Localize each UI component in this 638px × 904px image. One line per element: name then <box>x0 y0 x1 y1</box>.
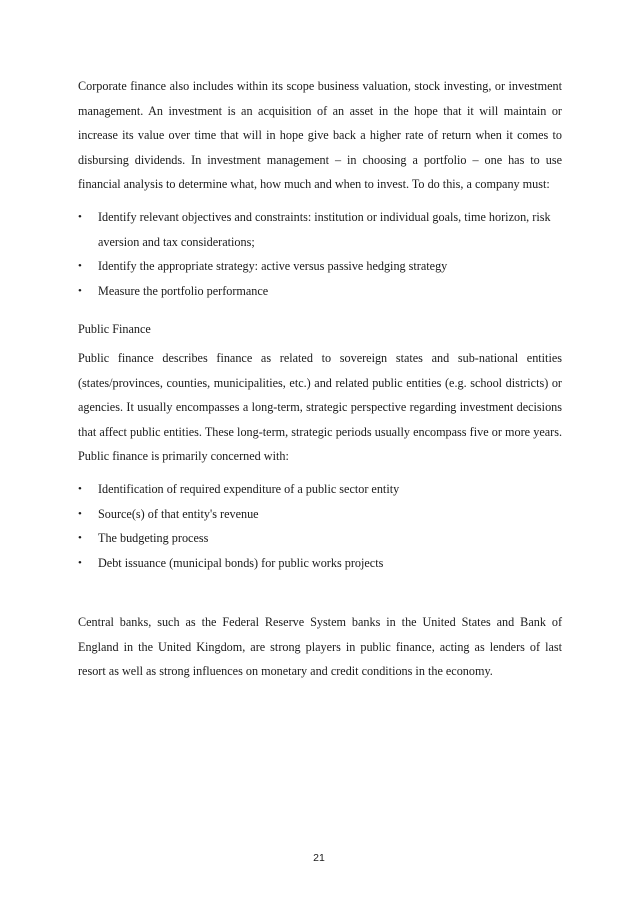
central-banks-paragraph: Central banks, such as the Federal Reserve System banks in the United States and Bank of England in the United Kingdom, are strong players in public finance, acting as lenders of last resort as well as strong influences on monetary and credit conditions in the economy. <box>78 615 562 679</box>
document-body <box>78 74 562 684</box>
portfolio-steps-list <box>78 205 562 303</box>
bullet-icon: • <box>78 260 82 273</box>
list-item <box>78 279 562 304</box>
bullet-icon: • <box>78 210 82 223</box>
list-item-text: Source(s) of that entity's revenue <box>98 506 259 521</box>
list-item <box>78 254 562 279</box>
list-item <box>78 477 562 502</box>
list-item-text: Measure the portfolio performance <box>98 283 269 298</box>
list-item-text: Identify relevant objectives and constraints: institution or individual goals, time horizon, risk aversion and tax considerations; <box>98 209 551 249</box>
public-finance-heading: Public Finance <box>78 322 151 337</box>
list-item-text: The budgeting process <box>98 531 209 546</box>
bullet-icon: • <box>78 507 82 520</box>
bullet-icon: • <box>78 482 82 495</box>
list-item <box>78 205 562 254</box>
list-item-text: Debt issuance (municipal bonds) for public works projects <box>98 555 384 570</box>
list-item <box>78 526 562 551</box>
bullet-icon: • <box>78 284 82 297</box>
list-item-text: Identification of required expenditure of a public sector entity <box>98 481 400 496</box>
bullet-icon: • <box>78 556 82 569</box>
page-number: 21 <box>313 852 325 864</box>
list-item <box>78 502 562 527</box>
corporate-finance-paragraph: Corporate finance also includes within its scope business valuation, stock investing, or investment management. An investment is an acquisition of an asset in the hope that it will maintain or increase its value over time that will in hope give back a higher rate of return when it comes to disbursing dividends. In investment management – in choosing a portfolio – one has to use financial analysis to determine what, how much and when to invest. To do this, a company must: <box>78 79 562 192</box>
public-finance-concerns-list <box>78 477 562 575</box>
list-item-text: Identify the appropriate strategy: active versus passive hedging strategy <box>98 259 448 274</box>
list-item <box>78 551 562 576</box>
public-finance-paragraph: Public finance describes finance as related to sovereign states and sub-national entities (states/provinces, counties, municipalities, etc.) and related public entities (e.g. school districts) or agencies. It usually encompasses a long-term, strategic perspective regarding investment decisions that affect public entities. These long-term, strategic periods usually encompass five or more years. Public finance is primarily concerned with: <box>78 350 562 464</box>
bullet-icon: • <box>78 532 82 545</box>
